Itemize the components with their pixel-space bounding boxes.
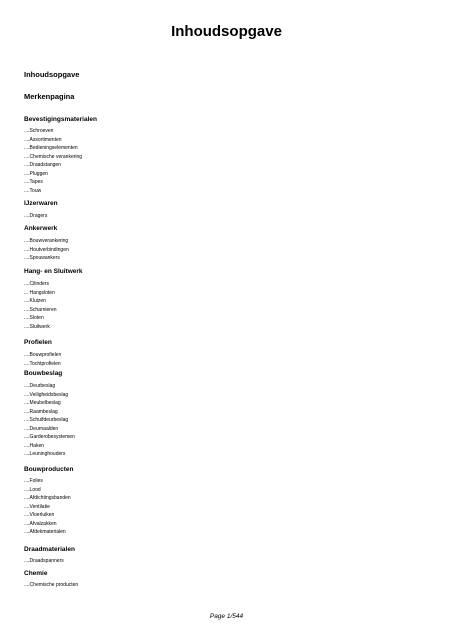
page-title: Inhoudsopgave [171,23,282,40]
toc-item[interactable]: ....Folies [24,478,43,484]
toc-section-heading[interactable]: Bouwbeslag [24,370,63,377]
toc-item[interactable]: ....Ventilatie [24,503,50,510]
toc-item[interactable]: ....Lood [24,486,41,493]
toc-item[interactable]: ....Raambeslag [24,408,58,415]
toc-item[interactable]: ....Draadstangen [24,162,61,168]
toc-item[interactable]: ....Bedieningselementen [24,145,78,151]
toc-section-heading[interactable]: Chemie [24,570,48,577]
toc-item[interactable]: ....Afvalzakken [24,520,57,527]
toc-item[interactable]: ....Dragers [24,213,48,219]
toc-section-heading[interactable]: IJzerwaren [24,200,58,207]
toc-section-heading[interactable]: Ankerwerk [24,225,58,232]
toc-item[interactable]: ....Afdichtingsbanden [24,495,71,501]
toc-item[interactable]: ....Vloerluiken [24,512,55,518]
toc-item[interactable]: ....Deurbeslag [24,383,56,389]
toc-item[interactable]: ....Spouwankers [24,255,60,261]
toc-item[interactable]: ....Assortimenten [24,136,62,143]
toc-item[interactable]: ....Veiligheidsbeslag [24,391,69,398]
toc-heading-merkenpagina[interactable]: Merkenpagina [24,92,75,101]
toc-item[interactable]: ....Bouwprofielen [24,352,62,358]
toc-item[interactable]: ... Hangsloten [24,289,55,296]
toc-item[interactable]: ....Touw [24,187,42,194]
toc-item[interactable]: ....Houtverbindingen [24,246,69,253]
toc-item[interactable]: ....Afdekmaterialen [24,529,66,535]
toc-item[interactable]: ....Sluitwerk [24,323,50,330]
toc-item[interactable]: ....Tochtprofielen [24,360,61,367]
toc-heading-inhoudsopgave[interactable]: Inhoudsopgave [24,70,80,79]
toc-item[interactable]: ....Deurnaalden [24,425,59,432]
toc-item[interactable]: ....Tapes [24,179,43,185]
toc-item[interactable]: ....Chemische producten [24,582,79,588]
toc-item[interactable]: ....Kluizen [24,298,46,304]
toc-item[interactable]: ....Meubelbeslag [24,400,61,406]
toc-item[interactable]: ....Leuninghouders [24,451,66,457]
toc-item[interactable]: ....Draadspanners [24,558,64,564]
toc-section-heading[interactable]: Draadmaterialen [24,546,75,553]
toc-item[interactable]: ....Bouwverankering [24,238,69,244]
toc-item[interactable]: ....Garderobesystemen [24,434,75,440]
toc-item[interactable]: ....Cilinders [24,281,50,287]
toc-section-heading[interactable]: Bevestigingsmaterialen [24,116,97,123]
toc-section-heading[interactable]: Bouwproducten [24,466,74,473]
toc-item[interactable]: ....Schroeven [24,128,54,134]
toc-item[interactable]: ....Schuifdeurbeslag [24,417,69,423]
toc-section-heading[interactable]: Hang- en Sluitwerk [24,268,83,275]
toc-item[interactable]: ....Haken [24,442,45,449]
page-number: Page 1/544 [209,613,244,620]
toc-item[interactable]: ....Pluggen [24,170,48,177]
toc-item[interactable]: ....Sloten [24,315,44,321]
toc-item[interactable]: ....Chemische verankering [24,153,83,160]
toc-section-heading[interactable]: Profielen [24,339,52,346]
toc-item[interactable]: ....Scharnieren [24,306,57,313]
